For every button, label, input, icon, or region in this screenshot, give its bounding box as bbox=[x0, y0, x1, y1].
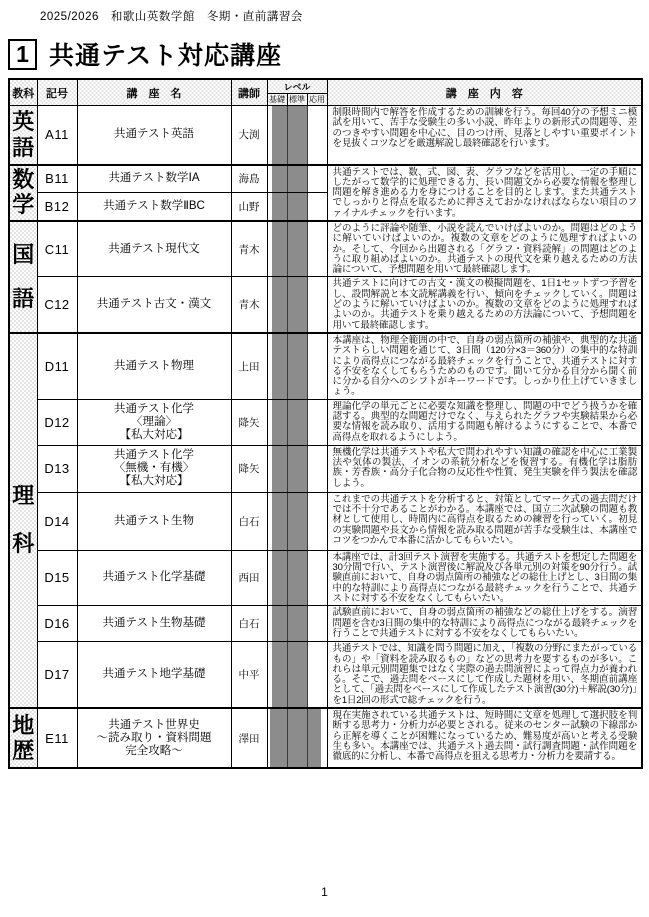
course-row bbox=[9, 550, 642, 605]
subject-cell-japanese bbox=[9, 221, 37, 333]
course-row bbox=[9, 221, 642, 277]
subject-char: 数 bbox=[12, 166, 35, 192]
course-name: 共通テスト生物 bbox=[77, 492, 231, 550]
level-bar bbox=[272, 334, 307, 399]
section-title-row bbox=[8, 36, 282, 72]
subject-char: 語 bbox=[12, 285, 35, 311]
level-cell bbox=[267, 708, 327, 768]
level-bar bbox=[270, 709, 320, 767]
level-cell bbox=[267, 193, 327, 221]
course-description: 共通テストでは、数、式、図、表、グラフなどを活用し、一定の手順にしたがって数学的に処理できる力、長い問題文から必要な情報を整理し問題を解き進める力を身につけることを目的とします。また共通テストでしっかりと得点を取るために押さえておかなければならない項目のファイナルチェックを行います。 bbox=[327, 165, 642, 221]
course-row bbox=[9, 606, 642, 642]
subject-char: 理 bbox=[12, 483, 35, 509]
level-bar bbox=[272, 106, 307, 164]
header-level: レベル bbox=[267, 79, 327, 94]
header-content: 講 座 内 容 bbox=[327, 79, 642, 106]
course-name: 共通テスト物理 bbox=[77, 333, 231, 399]
course-name: 共通テスト古文・漢文 bbox=[77, 277, 231, 333]
course-code: B11 bbox=[37, 165, 77, 193]
instructor: 白石 bbox=[231, 606, 267, 642]
course-description: 共通テストに向けての古文・漢文の模擬問題を、1日1セットずつ予習をし、設問解説と本文読解講義を行い、傾向をチェックしていく。問題はどのように解いていけばよいのか。複数の文章をどのように処理すればよいのか。共通テストを乗り越えるための方法論について、予想問題を用いて最終確認します。 bbox=[327, 277, 642, 333]
level-cell bbox=[267, 221, 327, 277]
course-row bbox=[9, 492, 642, 550]
course-code: D16 bbox=[37, 606, 77, 642]
course-row bbox=[9, 445, 642, 492]
level-bar bbox=[272, 400, 307, 445]
course-name: 共通テスト地学基礎 bbox=[77, 642, 231, 708]
course-code: D15 bbox=[37, 550, 77, 605]
level-bar bbox=[272, 642, 307, 707]
course-description: 本講座では、計3回テスト演習を実施する。共通テストを想定した問題を30分間で行い、テスト演習後に解説及び各単元別の対策を90分行う。試験直前において、自身の弱点箇所の補強などの総仕上げとし、3日間の集中的な特訓により高得点につながる最終チェックを行うことで、共通テストに対する不安をなくしてもらいたい。 bbox=[327, 550, 642, 605]
course-row bbox=[9, 165, 642, 193]
course-code: E11 bbox=[37, 708, 77, 768]
instructor: 山野 bbox=[231, 193, 267, 221]
course-name: 共通テスト化学基礎 bbox=[77, 550, 231, 605]
level-cell bbox=[267, 106, 327, 165]
page-title: 共通テスト対応講座 bbox=[49, 42, 283, 70]
course-code: D17 bbox=[37, 642, 77, 708]
instructor: 青木 bbox=[231, 221, 267, 277]
level-bar bbox=[272, 493, 307, 550]
course-code: D12 bbox=[37, 399, 77, 445]
course-description: 理論化学の単元ごとに必要な知識を整理し、問題の中でどう扱うかを確認する。典型的な問題だけでなく、与えられたグラフや実験結果から必要な情報を読み取り、活用する問題も解けるようにすることで、本番で高得点を取れるようにしよう。 bbox=[327, 399, 642, 445]
document-header: 2025/2026 和歌山英数学館 冬期・直前講習会 bbox=[40, 11, 303, 23]
level-bar bbox=[272, 277, 307, 331]
level-cell bbox=[267, 399, 327, 445]
level-bar bbox=[272, 606, 307, 641]
course-code: D11 bbox=[37, 333, 77, 399]
course-name: 共通テスト化学 〈無機・有機〉 【私大対応】 bbox=[77, 445, 231, 492]
subject-cell-science bbox=[9, 333, 37, 708]
table-header-row bbox=[9, 79, 642, 94]
header-code: 記号 bbox=[37, 79, 77, 106]
instructor: 降矢 bbox=[231, 399, 267, 445]
course-row bbox=[9, 333, 642, 399]
course-name: 共通テスト化学 〈理論〉 【私大対応】 bbox=[77, 399, 231, 445]
instructor: 中平 bbox=[231, 642, 267, 708]
course-name: 共通テスト世界史 ～読み取り・資料問題 完全攻略～ bbox=[77, 708, 231, 768]
subject-char: 英 bbox=[12, 108, 35, 134]
header-subject: 教科 bbox=[9, 79, 37, 106]
subject-char: 学 bbox=[12, 192, 35, 218]
course-description: 試験直前において、自身の弱点箇所の補強などの総仕上げをする。演習問題を含む3日間の集中的な特訓により高得点につながる最終チェックを行うことで共通テストに対する不安をなくしてもらいたい。 bbox=[327, 606, 642, 642]
level-cell bbox=[267, 606, 327, 642]
level-cell bbox=[267, 550, 327, 605]
instructor: 澤田 bbox=[231, 708, 267, 768]
course-name: 共通テスト生物基礎 bbox=[77, 606, 231, 642]
level-cell bbox=[267, 642, 327, 708]
subject-cell-english bbox=[9, 106, 37, 165]
page-number: 1 bbox=[321, 885, 328, 899]
course-row bbox=[9, 642, 642, 708]
header-level-standard: 標準 bbox=[289, 95, 305, 104]
subject-char: 科 bbox=[12, 531, 35, 557]
header-level-basic: 基礎 bbox=[269, 95, 285, 104]
instructor: 西田 bbox=[231, 550, 267, 605]
level-cell bbox=[267, 165, 327, 193]
header-course-name: 講 座 名 bbox=[77, 79, 231, 106]
course-description: これまでの共通テストを分析すると、対策としてマーク式の過去問だけでは不十分であることがわかる。本講座では、国立二次試験の問題も教材として使用し、時間内に高得点を取るための練習を行っていく。初見の実験問題や長文から情報を読み取る問題が苦手な受験生は、本講座でコツをつかんで本番に活かしてもらいたい。 bbox=[327, 492, 642, 550]
course-description: 制限時間内で解答を作成するための訓練を行う。毎回40分の予想ミニ模試を用いて、苦手な受験生の多い小説、昨年よりの新形式の問題等、差のつきやすい問題を中心に、目のつけ所、見落としやすい重要ポイントを見抜くコツなどを厳選解説し最終確認を行います。 bbox=[327, 106, 642, 165]
course-row bbox=[9, 277, 642, 333]
course-code: D13 bbox=[37, 445, 77, 492]
course-description: 無機化学は共通テストや私大で問われやすい知識の確認を中心に工業製法や気体の製法、イオンの系統分析などを復習する。有機化学は脂肪族・芳香族・高分子化合物の反応性や性質、発生実験を伴う製法を確認しよう。 bbox=[327, 445, 642, 492]
instructor: 大渕 bbox=[231, 106, 267, 165]
header-level-advanced: 応用 bbox=[307, 94, 327, 106]
course-name: 共通テスト現代文 bbox=[77, 221, 231, 277]
course-description: 本講座は、物理全範囲の中で、自身の弱点箇所の補強や、典型的な共通テストらしい問題を通じて、3日間（120分×3＝360分）の集中的な特訓により高得点につながる最終チェックを行うことで、共通テストに対する不安をなくしてもらうためのものです。聞いて分かる自分から聞く前に分かる自分へのシフトがキーワードです。しっかり仕上げていきましょう。 bbox=[327, 333, 642, 399]
course-table bbox=[8, 78, 643, 769]
course-code: D14 bbox=[37, 492, 77, 550]
course-code: A11 bbox=[37, 106, 77, 165]
level-cell bbox=[267, 333, 327, 399]
subject-char: 地 bbox=[12, 712, 35, 738]
header-instructor: 講師 bbox=[231, 79, 267, 106]
course-row bbox=[9, 708, 642, 768]
course-row bbox=[9, 106, 642, 165]
level-bar bbox=[272, 551, 307, 605]
section-number-box: 1 bbox=[8, 39, 37, 70]
instructor: 海島 bbox=[231, 165, 267, 193]
subject-char: 語 bbox=[12, 135, 35, 160]
instructor: 青木 bbox=[231, 277, 267, 333]
subject-char: 国 bbox=[12, 241, 35, 267]
course-description: 現在実施されている共通テストは、短時間に文章を処理して選択肢を判断する思考力・分析力が必要とされる。従来のセンター試験の下線部から正解を導くことが困難になっているため、難易度が高いと考える受験生も多い。本講座では、共通テスト過去問・試行調査問題・試作問題を徹底的に分析し、本番で高得点を狙える思考力・分析力を要請する。 bbox=[327, 708, 642, 768]
level-cell bbox=[267, 492, 327, 550]
instructor: 上田 bbox=[231, 333, 267, 399]
course-description: どのように評論や随筆、小説を読んでいけばよいのか。問題はどのように解いていけばよいのか。複数の文章をどのように処理すればよいのか。そして、今回から出題される「グラフ・資料読解」の問題はどのように取り組めばよいのか。共通テストの現代文を乗り越えるための方法論について、予想問題を用いて最終確認します。 bbox=[327, 221, 642, 277]
level-cell bbox=[267, 277, 327, 333]
course-row bbox=[9, 399, 642, 445]
course-name: 共通テスト数学ⅡBC bbox=[77, 193, 231, 221]
level-cell bbox=[267, 445, 327, 492]
level-bar bbox=[272, 222, 307, 276]
subject-cell-math bbox=[9, 165, 37, 221]
course-name: 共通テスト数学ⅠA bbox=[77, 165, 231, 193]
course-code: B12 bbox=[37, 193, 77, 221]
instructor: 白石 bbox=[231, 492, 267, 550]
level-bar bbox=[272, 446, 307, 492]
subject-cell-social-studies bbox=[9, 708, 37, 768]
course-description: 共通テストでは、知識を問う問題に加え、「複数の分野にまたがっているもの」や「資料を読み取るもの」などの思考力を要するものが多い。これらは単元別問題集ではなく実際の過去問演習によって得点力が養われる。そこで、過去問をベースにして作成した題材を用い、冬期直前講座として、「過去問をベースにして作成したテスト演習(30分)＋解説(30分)」を1日2回の形式で総チェックを行う。 bbox=[327, 642, 642, 708]
level-bar bbox=[272, 193, 307, 220]
level-bar bbox=[272, 166, 307, 193]
instructor: 降矢 bbox=[231, 445, 267, 492]
subject-char: 歴 bbox=[12, 737, 35, 763]
course-name: 共通テスト英語 bbox=[77, 106, 231, 165]
course-code: C11 bbox=[37, 221, 77, 277]
course-code: C12 bbox=[37, 277, 77, 333]
